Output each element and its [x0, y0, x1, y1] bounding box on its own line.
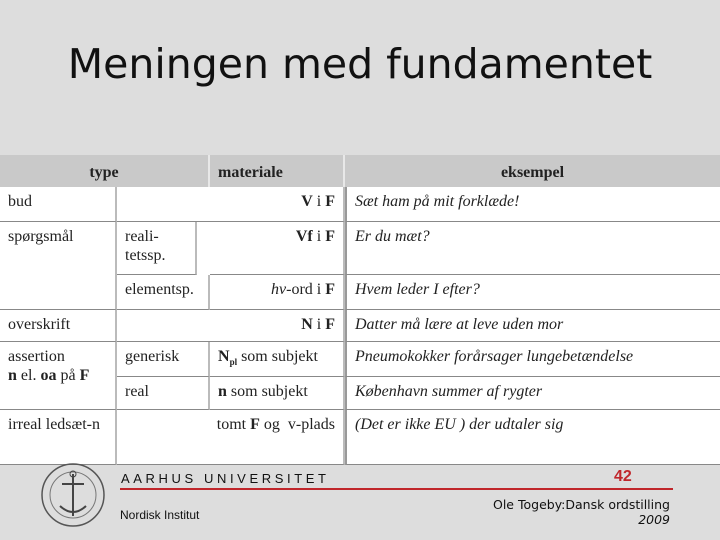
university-seal-icon — [40, 462, 106, 528]
header-type: type — [0, 155, 210, 187]
type-part: el. — [16, 367, 41, 384]
material-overskrift — [117, 310, 345, 342]
material-part: hv — [271, 281, 287, 298]
material-real — [210, 377, 345, 410]
sentence-type-table — [0, 155, 720, 465]
material-part: F — [325, 228, 335, 245]
example-real: København summer af rygter — [345, 377, 720, 410]
material-part: F — [250, 416, 260, 433]
type-part: på — [56, 367, 80, 384]
example-irreal: (Det er ikke EU ) der udtaler sig — [345, 410, 720, 465]
material-part: tomt — [216, 416, 251, 433]
university-name: AARHUS UNIVERSITET — [121, 471, 330, 486]
material-part: F — [325, 193, 335, 210]
type-part: oa — [40, 367, 57, 384]
material-subscript: pl — [229, 357, 238, 368]
slide-title: Meningen med fundamentet — [67, 40, 653, 88]
type-spoergsmaal: spørgsmål — [0, 222, 117, 310]
material-part: F — [325, 316, 335, 333]
material-irreal — [117, 410, 345, 465]
material-part: N — [218, 348, 230, 365]
material-part: V — [301, 193, 313, 210]
material-realitetssp — [210, 222, 345, 275]
type-part: n — [8, 367, 17, 384]
material-part: Vf — [295, 228, 313, 245]
material-part: n — [218, 383, 227, 400]
header-materiale: materiale — [210, 155, 345, 187]
sub-realitetssp: reali-tetssp. — [117, 222, 197, 275]
example-generisk: Pneumokokker forårsager lungebetændelse — [345, 342, 720, 377]
author-credit — [493, 497, 670, 527]
sub-generisk: generisk — [117, 342, 210, 377]
material-part: i — [312, 316, 326, 333]
material-part: som subjekt — [237, 348, 318, 365]
type-bud: bud — [0, 187, 117, 222]
material-generisk — [210, 342, 345, 377]
example-bud: Sæt ham på mit forklæde! — [345, 187, 720, 222]
material-part: i — [312, 193, 326, 210]
material-bud — [117, 187, 345, 222]
type-assertion — [0, 342, 117, 410]
material-part: -ord i — [286, 281, 326, 298]
type-overskrift: overskrift — [0, 310, 117, 342]
material-part: F — [325, 281, 335, 298]
material-part: N — [301, 316, 313, 333]
example-realitetssp: Er du mæt? — [345, 222, 720, 275]
sub-elementsp: elementsp. — [117, 275, 210, 310]
example-elementsp: Hvem leder I efter? — [345, 275, 720, 310]
type-label: assertion — [8, 348, 65, 365]
material-elementsp — [210, 275, 345, 310]
type-irreal: irreal ledsæt-n — [0, 410, 117, 465]
sub-real: real — [117, 377, 210, 410]
example-overskrift: Datter må lære at leve uden mor — [345, 310, 720, 342]
page-number: 42 — [614, 468, 632, 485]
footer-divider — [120, 488, 673, 490]
author: Ole Togeby:Dansk ordstilling — [493, 497, 670, 512]
material-part: i — [312, 228, 326, 245]
material-part: som subjekt — [226, 383, 308, 400]
header-eksempel: eksempel — [345, 155, 720, 187]
year: 2009 — [638, 512, 670, 527]
type-part: F — [79, 367, 90, 384]
material-part: og v-plads — [259, 416, 335, 433]
institute-name: Nordisk Institut — [120, 508, 200, 522]
